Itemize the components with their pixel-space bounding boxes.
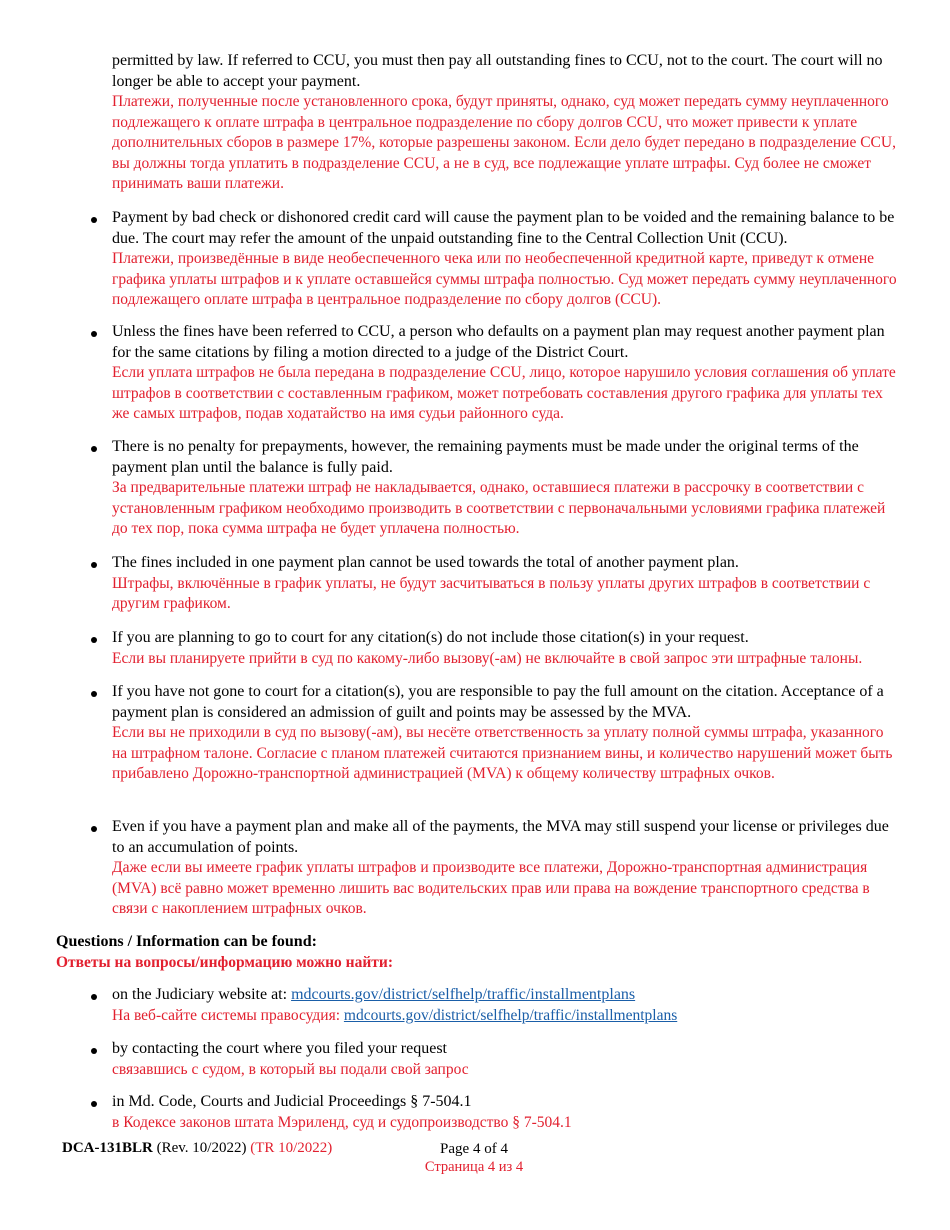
list-item-text-en: Even if you have a payment plan and make all of the payments, the MVA may still suspend your license or privileges due to an accumulation of points. [112, 818, 889, 856]
list-item-text-en: in Md. Code, Courts and Judicial Proceedings § 7-504.1 [112, 1093, 472, 1110]
bullet-icon [91, 446, 97, 452]
continued-text-en: permitted by law. If referred to CCU, you must then pay all outstanding fines to CCU, not to the court. The court will no longer be able to accept your payment. [112, 52, 883, 90]
list-item-text-ru: Если уплата штрафов не была передана в подразделение CCU, лицо, которое нарушило условия соглашения об уплате штрафов в соответствии с составленным графиком, может потребовать составления другого графика для уплаты тех же самых штрафов, подав ходатайство на имя судьи районного суда. [112, 364, 896, 422]
bullet-icon [91, 1101, 97, 1107]
bullet-icon [91, 826, 97, 832]
list-item [112, 1039, 902, 1080]
list-item-text-ru: За предварительные платежи штраф не накладывается, однако, оставшиеся платежи в рассрочку в соответствии с установленным графиком необходимо производить в соответствии с первоначальными условиями графика платежей до тех пор, пока сумма штрафа не будет уплачена полностью. [112, 479, 886, 537]
list-item-text-en [112, 985, 902, 1006]
list-item-text-en: There is no penalty for prepayments, however, the remaining payments must be made under the original terms of the payment plan until the balance is fully paid. [112, 438, 859, 476]
list-item-text-ru: Если вы планируете прийти в суд по какому-либо вызову(-ам) не включайте в свой запрос эти штрафные талоны. [112, 649, 863, 667]
questions-heading-en: Questions / Information can be found: [56, 933, 317, 950]
page-number [394, 1140, 554, 1176]
list-item-text-ru: Платежи, произведённые в виде необеспеченного чека или по необеспеченной кредитной карте, приведут к отмене графика уплаты штрафов и к уплате оставшейся суммы штрафа полностью. Суд может передать сумму неуплаченного подлежащего оплате штрафа в центральное подразделение по сбору долгов (CCU). [112, 250, 897, 308]
form-id: DCA-131BLR [62, 1140, 153, 1156]
list-item-text-ru: Даже если вы имеете график уплаты штрафов и производите все платежи, Дорожно-транспортная администрация (MVA) всё равно может временно лишить вас водительских прав или права на вождение транспортного средства в связи с накоплением штрафных очков. [112, 859, 870, 917]
list-item [112, 682, 902, 785]
website-link-en[interactable]: mdcourts.gov/district/selfhelp/traffic/installmentplans [291, 986, 636, 1003]
bullet-icon [91, 1048, 97, 1054]
questions-heading-ru: Ответы на вопросы/информацию можно найти: [56, 953, 394, 971]
list-item-text-en: Payment by bad check or dishonored credit card will cause the payment plan to be voided and the remaining balance to be due. The court may refer the amount of the unpaid outstanding fine to the Central Collection Unit (CCU). [112, 209, 895, 247]
list-item [112, 1092, 902, 1133]
bullet-icon [91, 217, 97, 223]
list-item-text-en: If you are planning to go to court for any citation(s) do not include those citation(s) in your request. [112, 629, 749, 646]
list-item [112, 628, 902, 669]
website-label-ru: На веб-сайте системы правосудия: [112, 1006, 344, 1024]
form-number [62, 1140, 332, 1157]
list-item [112, 208, 902, 311]
list-item [112, 322, 902, 425]
page-number-en: Page 4 of 4 [440, 1141, 508, 1157]
form-revision: (Rev. 10/2022) [152, 1140, 251, 1156]
list-item-text-en: The fines included in one payment plan cannot be used towards the total of another payment plan. [112, 554, 739, 571]
continued-paragraph [112, 51, 902, 195]
list-item [112, 437, 902, 540]
list-item-text-en: Unless the fines have been referred to CCU, a person who defaults on a payment plan may request another payment plan for the same citations by filing a motion directed to a judge of the District Court. [112, 323, 885, 361]
bullet-icon [91, 637, 97, 643]
list-item [112, 553, 902, 615]
continued-text-ru: Платежи, полученные после установленного срока, будут приняты, однако, суд может передать сумму неуплаченного подлежащего к оплате штрафа в центральное подразделение по сбору долгов CCU, что может привести к уплате дополнительных сборов в размере 17%, которые разрешены законом. Если дело будет передано в подразделение CCU, вы должны тогда уплатить в подразделение CCU, а не в суд, все подлежащие уплате штрафы. Суд более не сможет принимать ваши платежи. [112, 93, 896, 192]
bullet-icon [91, 994, 97, 1000]
bullet-icon [91, 331, 97, 337]
list-item-text-ru: связавшись с судом, в который вы подали свой запрос [112, 1060, 469, 1078]
website-label-en: on the Judiciary website at: [112, 986, 292, 1003]
list-item [112, 985, 902, 1026]
list-item-text-ru [112, 1006, 902, 1027]
website-link-ru[interactable]: mdcourts.gov/district/selfhelp/traffic/installmentplans [343, 1006, 678, 1024]
list-item-text-ru: Если вы не приходили в суд по вызову(-ам), вы несёте ответственность за уплату полной суммы штрафа, указанного на штрафном талоне. Согласие с планом платежей считаются признанием вины, и количество нарушений может быть прибавлено Дорожно-транспортной администрацией (MVA) к общему количеству штрафных очков. [112, 724, 893, 782]
bullet-icon [91, 562, 97, 568]
questions-heading [56, 932, 856, 973]
list-item-text-en: If you have not gone to court for a citation(s), you are responsible to pay the full amount on the citation. Acceptance of a payment plan is considered an admission of guilt and points may be assessed by the MVA. [112, 683, 884, 721]
form-translation-revision: (TR 10/2022) [250, 1140, 333, 1156]
bullet-icon [91, 691, 97, 697]
list-item [112, 817, 902, 920]
list-item-text-en: by contacting the court where you filed your request [112, 1040, 447, 1057]
page-number-ru: Страница 4 из 4 [424, 1159, 524, 1175]
list-item-text-ru: в Кодексе законов штата Мэриленд, суд и судопроизводство § 7-504.1 [112, 1113, 572, 1131]
list-item-text-ru: Штрафы, включённые в график уплаты, не будут засчитываться в пользу уплаты других штрафов в соответствии с другим графиком. [112, 574, 871, 612]
